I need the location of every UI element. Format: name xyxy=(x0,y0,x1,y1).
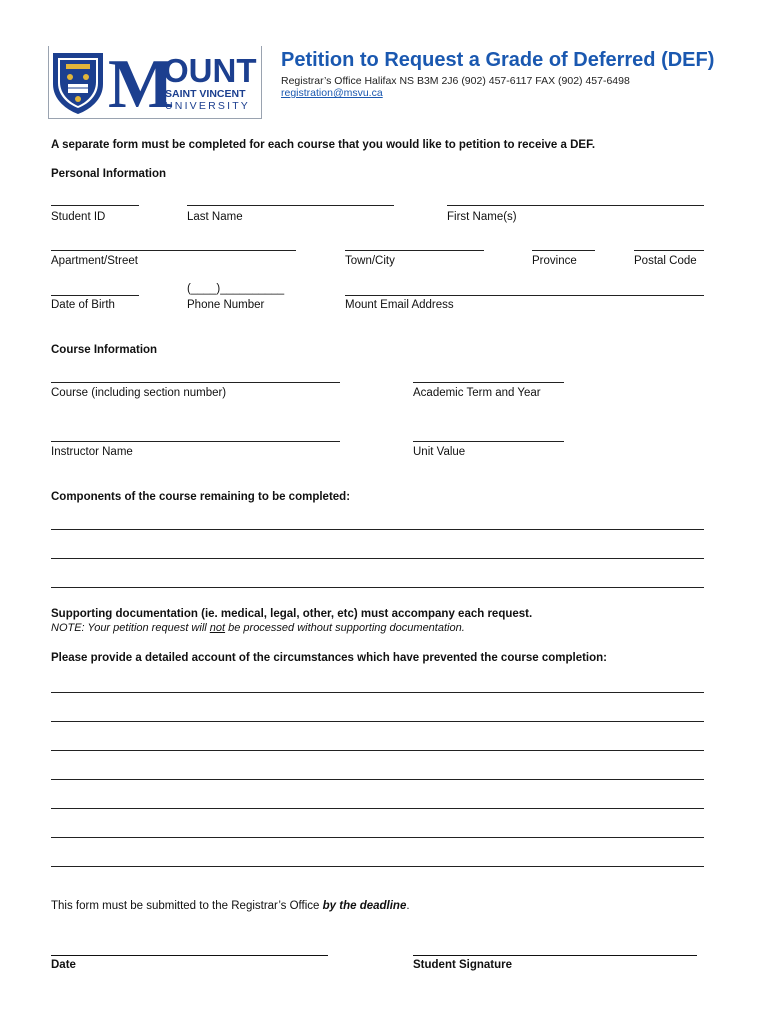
logo-initial: M xyxy=(108,46,175,123)
logo-line-3: UNIVERSITY xyxy=(165,100,251,112)
submission-prefix: This form must be submitted to the Registrar’s Office xyxy=(51,900,323,912)
supporting-doc-heading: Supporting documentation (ie. medical, legal, other, etc) must accompany each request. xyxy=(51,608,533,620)
student-id-field[interactable] xyxy=(51,205,139,206)
course-info-heading: Course Information xyxy=(51,344,158,356)
unit-value-label: Unit Value xyxy=(413,446,466,458)
logo-word: OUNT xyxy=(163,52,257,89)
course-field[interactable] xyxy=(51,382,340,383)
supporting-doc-note xyxy=(51,622,465,634)
circumstances-line[interactable] xyxy=(51,692,704,693)
postal-code-field[interactable] xyxy=(634,250,704,251)
apartment-field[interactable] xyxy=(51,250,296,251)
first-names-field[interactable] xyxy=(447,205,704,206)
note-not: not xyxy=(209,622,226,634)
phone-field[interactable]: (____)__________ xyxy=(187,283,285,295)
circumstances-line[interactable] xyxy=(51,837,704,838)
page-title: Petition to Request a Grade of Deferred (DEF) xyxy=(281,49,715,71)
circumstances-line[interactable] xyxy=(51,808,704,809)
registrar-email-link[interactable]: registration@msvu.ca xyxy=(281,87,383,99)
signature-label: Student Signature xyxy=(413,959,513,971)
circumstances-line[interactable] xyxy=(51,750,704,751)
logo-line-2: SAINT VINCENT xyxy=(165,88,246,100)
submission-suffix: . xyxy=(406,900,410,912)
last-name-label: Last Name xyxy=(187,211,243,223)
circumstances-line[interactable] xyxy=(51,866,704,867)
components-line[interactable] xyxy=(51,587,704,588)
apartment-label: Apartment/Street xyxy=(51,255,138,267)
unit-value-field[interactable] xyxy=(413,441,564,442)
circumstances-heading: Please provide a detailed account of the circumstances which have prevented the course completion: xyxy=(51,652,607,664)
last-name-field[interactable] xyxy=(187,205,394,206)
intro-text: A separate form must be completed for each course that you would like to petition to receive a DEF. xyxy=(51,139,596,151)
province-label: Province xyxy=(532,255,577,267)
postal-code-label: Postal Code xyxy=(634,255,697,267)
student-id-label: Student ID xyxy=(51,211,106,223)
instructor-field[interactable] xyxy=(51,441,340,442)
mount-email-field[interactable] xyxy=(345,295,704,296)
date-field[interactable] xyxy=(51,955,328,956)
components-line[interactable] xyxy=(51,529,704,530)
date-label: Date xyxy=(51,959,76,971)
instructor-label: Instructor Name xyxy=(51,446,133,458)
mount-email-label: Mount Email Address xyxy=(345,299,454,311)
circumstances-line[interactable] xyxy=(51,779,704,780)
crest-icon xyxy=(52,52,104,114)
signature-field[interactable] xyxy=(413,955,697,956)
note-suffix: be processed without supporting documentation. xyxy=(225,622,465,634)
note-prefix: NOTE: Your petition request will xyxy=(51,622,210,634)
submission-deadline: by the deadline xyxy=(322,900,407,912)
phone-label: Phone Number xyxy=(187,299,265,311)
submission-notice xyxy=(51,900,410,912)
term-label: Academic Term and Year xyxy=(413,387,541,399)
personal-info-heading: Personal Information xyxy=(51,168,167,180)
first-names-label: First Name(s) xyxy=(447,211,517,223)
province-field[interactable] xyxy=(532,250,595,251)
dob-field[interactable] xyxy=(51,295,139,296)
course-label: Course (including section number) xyxy=(51,387,227,399)
components-line[interactable] xyxy=(51,558,704,559)
circumstances-line[interactable] xyxy=(51,721,704,722)
town-label: Town/City xyxy=(345,255,395,267)
dob-label: Date of Birth xyxy=(51,299,115,311)
registrar-contact: Registrar’s Office Halifax NS B3M 2J6 (902) 457-6117 FAX (902) 457-6498 xyxy=(281,75,630,87)
term-field[interactable] xyxy=(413,382,564,383)
town-field[interactable] xyxy=(345,250,484,251)
components-heading: Components of the course remaining to be completed: xyxy=(51,491,351,503)
